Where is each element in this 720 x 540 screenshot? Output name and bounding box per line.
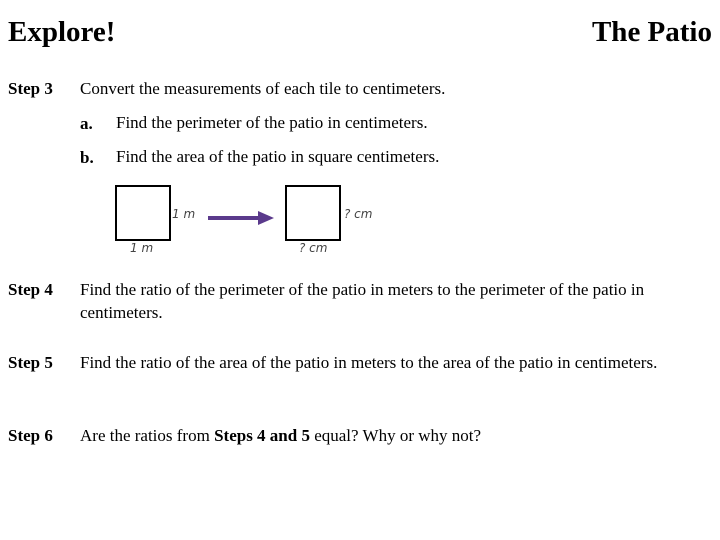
conversion-arrow-icon <box>258 211 274 225</box>
tile-meters-square <box>116 186 170 240</box>
tile-meters-side-label: 1 m <box>172 207 196 221</box>
step-6-label: Step 6 <box>8 426 53 445</box>
step-6-text <box>80 424 690 447</box>
step-3b-text: Find the area of the patio in square centimeters. <box>116 147 440 166</box>
step-6-text-bold: Steps 4 and 5 <box>214 426 310 445</box>
tile-conversion-figure <box>104 182 394 258</box>
step-6-text-after: equal? Why or why not? <box>309 426 482 445</box>
step-4-text: Find the ratio of the perimeter of the patio in meters to the perimeter of the patio in centimeters. <box>80 280 645 322</box>
tile-meters-bottom-label: 1 m <box>130 241 154 255</box>
step-5-label: Step 5 <box>8 353 53 372</box>
step-5-text: Find the ratio of the area of the patio in meters to the area of the patio in centimeters. <box>80 353 658 372</box>
page-title-right: The Patio <box>591 16 712 48</box>
step-3-text: Convert the measurements of each tile to centimeters. <box>80 79 446 98</box>
tile-centimeters-bottom-label: ? cm <box>299 241 328 255</box>
step-3-label: Step 3 <box>8 79 53 98</box>
tile-centimeters-side-label: ? cm <box>344 207 373 221</box>
page-title-left: Explore! <box>8 16 116 48</box>
step-3a-letter: a. <box>80 114 93 133</box>
step-3a-text: Find the perimeter of the patio in centimeters. <box>116 113 428 132</box>
step-6-text-before: Are the ratios from <box>80 426 215 445</box>
tile-centimeters-square <box>286 186 340 240</box>
step-4-label: Step 4 <box>8 280 53 299</box>
step-3b-letter: b. <box>80 148 94 167</box>
